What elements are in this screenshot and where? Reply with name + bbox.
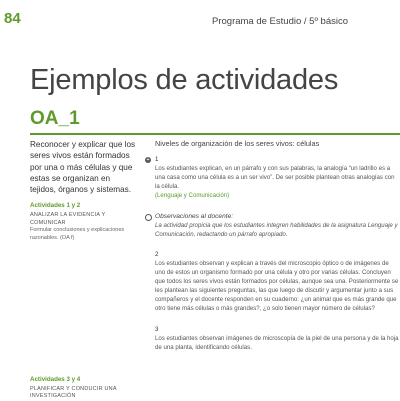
activity-2-number: 2: [155, 251, 159, 259]
skill-plan: PLANIFICAR Y CONDUCIR UNA INVESTIGACIÓN: [30, 386, 117, 400]
observations-text: La actividad propicia que los estudiantes integren habilidades de la asignatura Lenguaje y Comunicación, redactando un párrafo apropiado.: [155, 221, 398, 238]
right-column: [146, 139, 400, 353]
skill-analyze: ANALIZAR LA EVIDENCIA Y COMUNICAR: [30, 212, 106, 226]
activity-2: [155, 251, 400, 313]
activities-3-4-label: Actividades 3 y 4: [30, 376, 81, 383]
activity-3-number: 3: [155, 325, 159, 333]
oa-heading: OA_1: [30, 108, 80, 129]
teacher-observations: [155, 213, 400, 240]
activity-2-text: Los estudiantes observan y explican a través del microscopio óptico o de imágenes de uno de estos un organismo formado por una célula y otro por varias células. Concluyen que todos los seres vivos están formados por células, aunque sea una. Posteriormente se les plantean las siguientes preguntas, las que luego de discutir y argumentar junto a sus compañeros y el docente responden en su cuaderno: ¿un animal que es más grande que otro tiene más células o más grandes?, ¿o solo tienen mayor número de células?: [155, 260, 399, 312]
activity-1-number: 1: [155, 156, 159, 163]
activities-1-2-label: Actividades 1 y 2: [30, 202, 81, 210]
activity-3-text: Los estudiantes observan imágenes de microscopía de la piel de una persona y de la hoja de una planta, identificando células.: [155, 334, 399, 351]
page-header: Programa de Estudio / 5º básico: [212, 16, 349, 27]
learning-objective: Reconocer y explicar que los seres vivos están formados por una o más células y que estas se organizan en tejidos, órganos y sistemas.: [30, 140, 136, 195]
page-number: 84: [4, 10, 21, 27]
heading-rule: [30, 133, 400, 135]
observation-icon: [145, 214, 152, 221]
activity-1-link: (Lenguaje y Comunicación): [155, 191, 230, 199]
left-column: [30, 139, 138, 242]
page-title: Ejemplos de actividades: [30, 64, 339, 96]
activity-icon: +: [146, 157, 150, 163]
observations-title: Observaciones al docente:: [155, 212, 234, 220]
activities-3-4-block: [30, 376, 140, 401]
skill-analyze-detail: Formular conclusiones y explicaciones razonables. (OA f): [30, 227, 125, 241]
activity-1-text: Los estudiantes explican, en un párrafo y con sus palabras, la analogía “un ladrillo es a una casa como una célula es a un ser vivo”. De ser posible plantean otras analogías con la célula.: [155, 165, 395, 190]
activity-1: [146, 156, 400, 201]
activity-3: [155, 326, 400, 353]
topic-heading: Niveles de organización de los seres vivos: células: [155, 139, 320, 148]
